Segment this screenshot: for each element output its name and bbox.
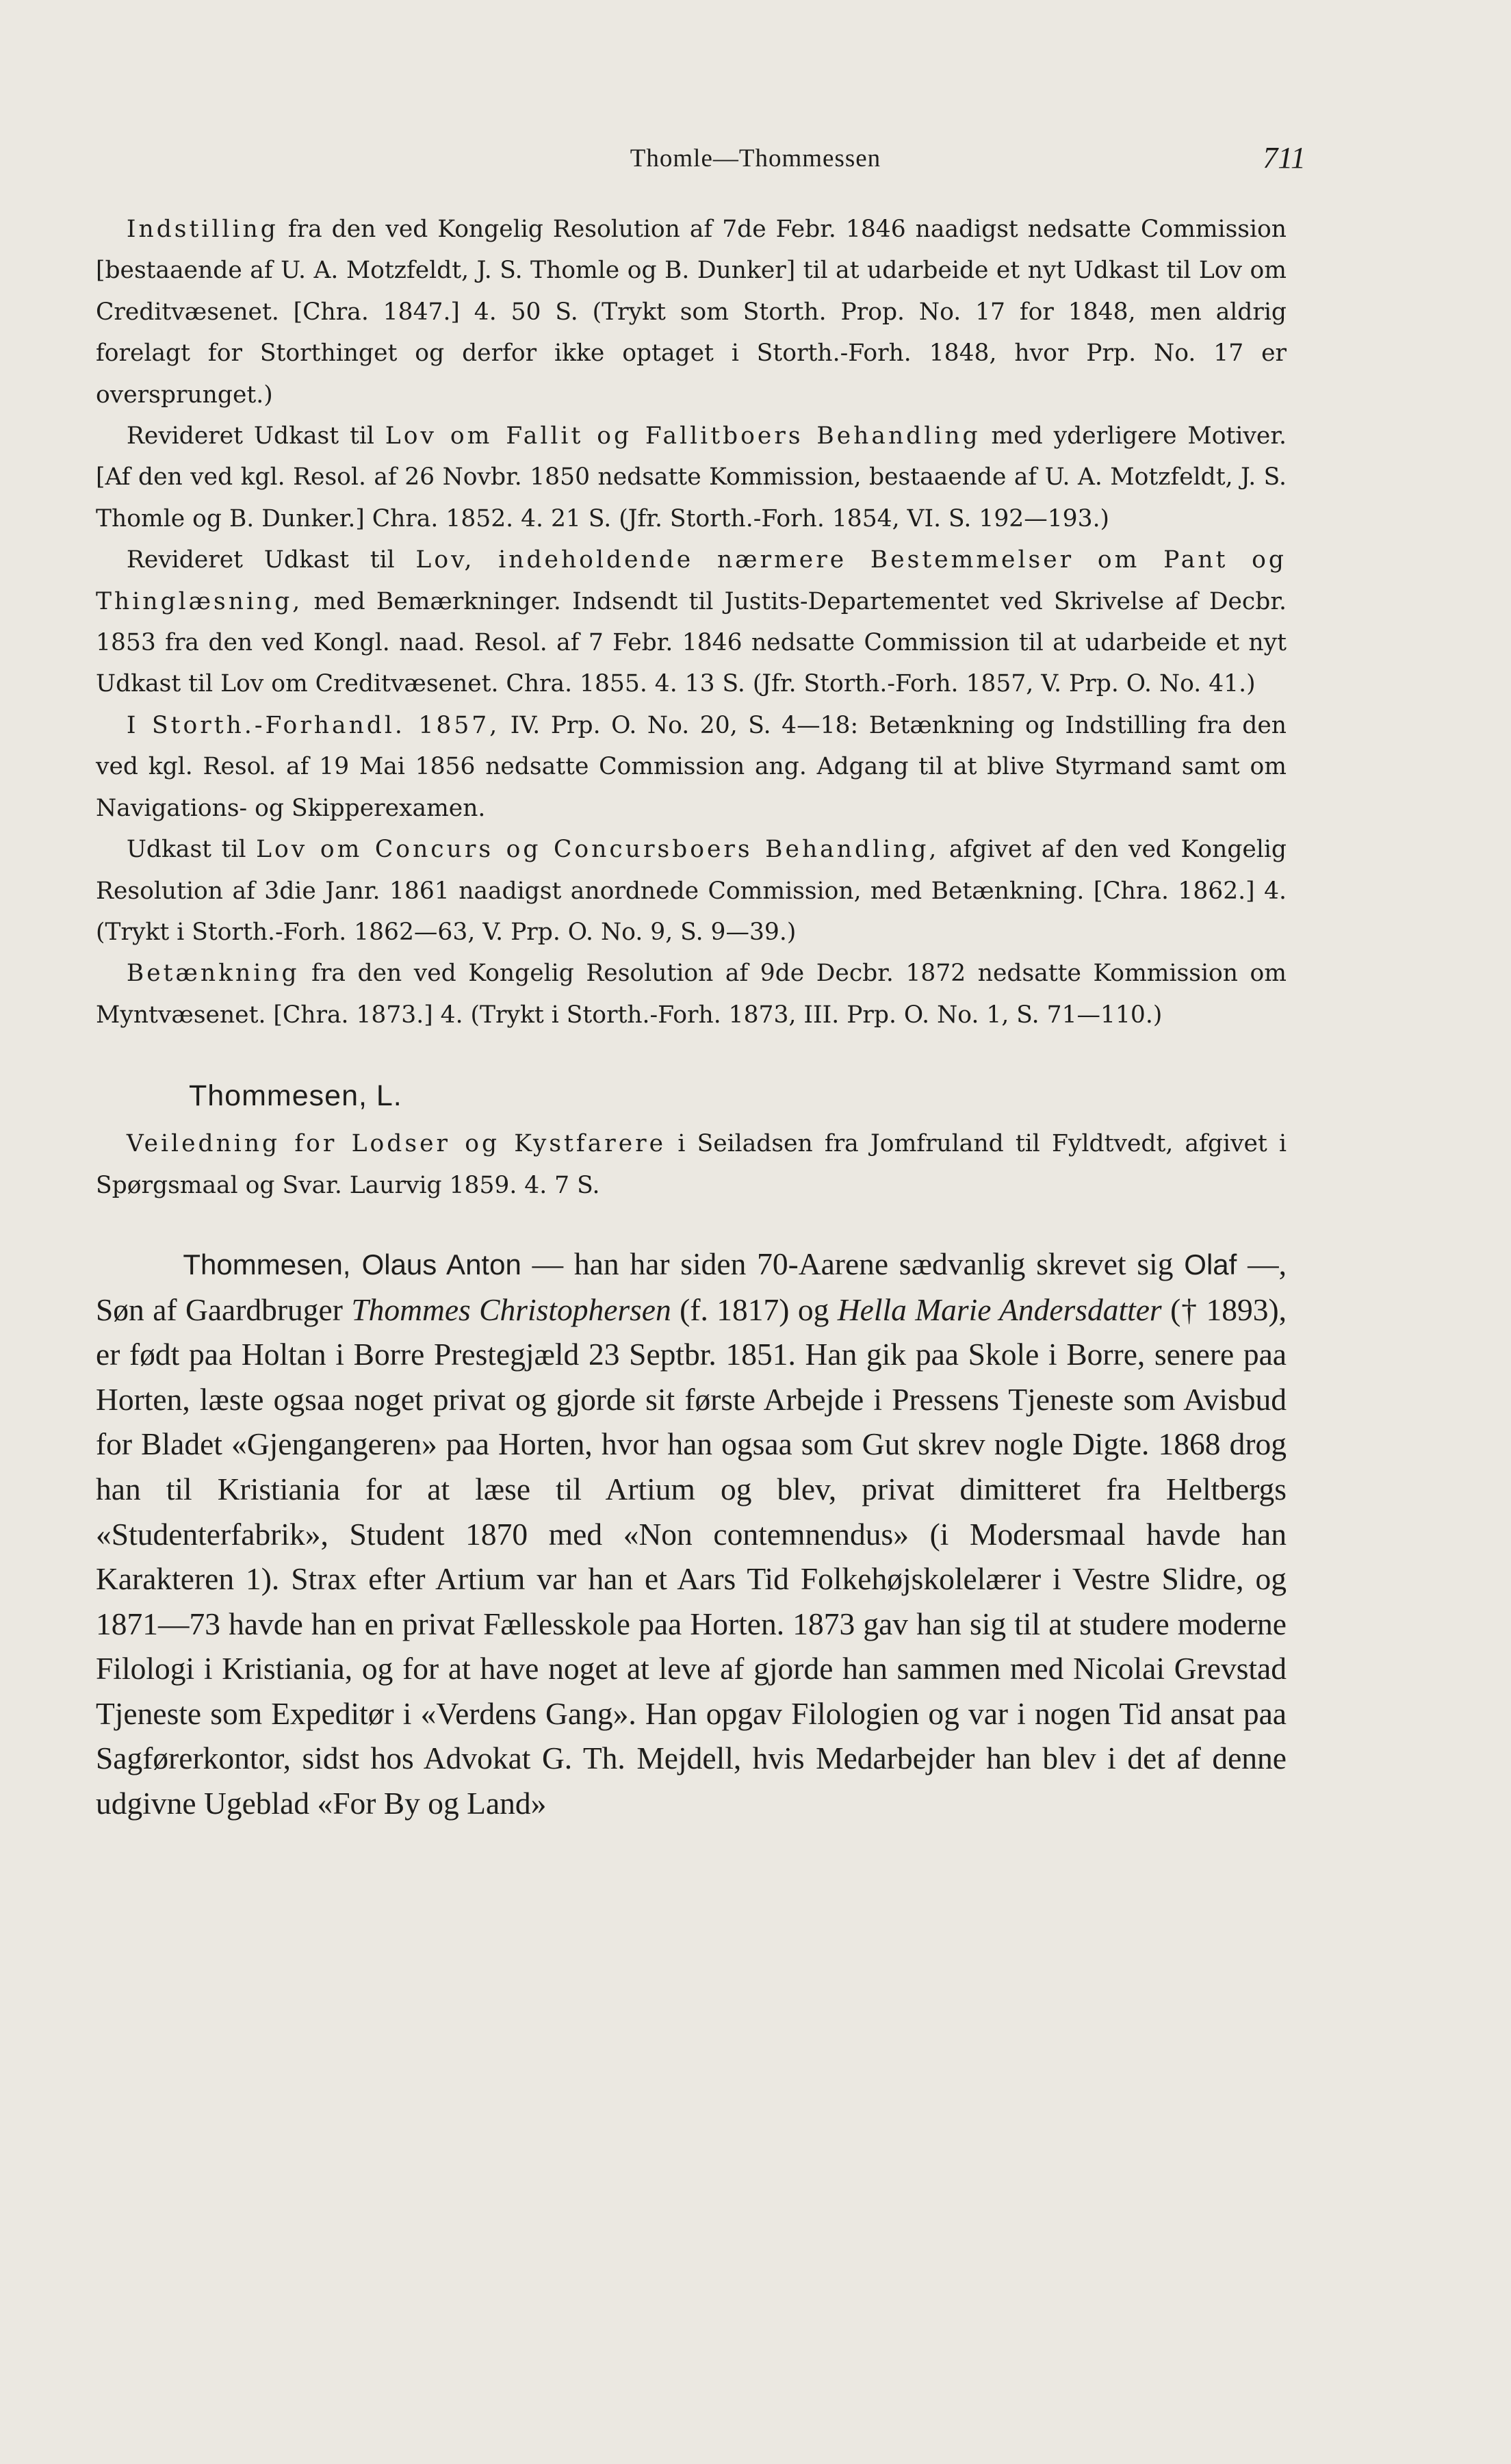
entry-lead: Revideret Udkast til <box>126 546 395 574</box>
alt-name: Olaf <box>1184 1248 1237 1281</box>
entry-text: IV. Prp. O. No. 20, S. 4—18: Betænkning og Indstilling fra den ved kgl. Resol. af 19 Mai 1856 nedsatte Commission ang. Adgang til at blive Styrmand samt om Navigations- og Skipperexamen. <box>96 711 1287 822</box>
bibliography-entry <box>96 1123 1287 1206</box>
entry-keyword: Lov om Fallit og Fallitboers Behandling <box>385 422 981 450</box>
father-name: Thommes Christophersen <box>351 1292 671 1327</box>
mother-name: Hella Marie Andersdatter <box>837 1292 1162 1327</box>
entry-lead: Udkast til <box>126 836 246 864</box>
entry-text: med yderligere Motiver. [Af den ved kgl. Resol. af 26 Novbr. 1850 nedsatte Kommission, bestaaende af U. A. Motzfeldt, J. S. Thomle og B. Dunker.] Chra. 1852. 4. 21 S. (Jfr. Storth.-Forh. 1854, VI. S. 192—193.) <box>96 422 1287 532</box>
entry-text: fra den ved Kongelig Resolution af 9de Decbr. 1872 nedsatte Kommission om Myntvæsenet. [Chra. 1873.] 4. (Trykt i Storth.-Forh. 1873, III. Prp. O. No. 1, S. 71—110.) <box>96 960 1287 1029</box>
page-body <box>96 209 1287 1826</box>
entry-text: med Bemærkninger. Indsendt til Justits-Departementet ved Skrivelse af Decbr. 1853 fra den ved Kongl. naad. Resol. af 7 Febr. 1846 nedsatte Commission til at udarbeide et nyt Udkast til Lov om Creditvæsenet. Chra. 1855. 4. 13 S. (Jfr. Storth.-Forh. 1857, V. Prp. O. No. 41.) <box>96 587 1287 698</box>
entry-lead: Revideret Udkast til <box>126 422 374 450</box>
entry-keyword: Lov om Concurs og Concursboers Behandling, <box>256 836 940 864</box>
entry-keyword: Veiledning for Lodser og Kystfarere <box>126 1130 667 1158</box>
bibliography-entry <box>96 829 1287 953</box>
entry-text: afgivet af den ved Kongelig Resolution af 3die Janr. 1861 naadigst anordnede Commission, med Betænkning. [Chra. 1862.] 4. (Trykt i Storth.-Forh. 1862—63, V. Prp. O. No. 9, S. 9—39.) <box>96 836 1287 946</box>
author-name: Thommesen, Olaus Anton <box>183 1248 521 1281</box>
bibliography-entry <box>96 705 1287 829</box>
entry-text: fra den ved Kongelig Resolution af 7de Febr. 1846 naadigst nedsatte Commission [bestaaende af U. A. Motzfeldt, J. S. Thomle og B. Dunker] til at udarbeide et nyt Udkast til Lov om Creditvæsenet. [Chra. 1847.] 4. 50 S. (Trykt som Storth. Prop. No. 17 for 1848, men aldrig forelagt for Storthinget og derfor ikke optaget i Storth.-Forh. 1848, hvor Prp. No. 17 er oversprunget.) <box>96 216 1287 409</box>
bibliography-entry <box>96 209 1287 415</box>
running-head: Thomle—Thommessen <box>630 144 881 172</box>
bibliography-entry <box>96 953 1287 1036</box>
bibliography-entry <box>96 539 1287 705</box>
bio-text: —, Søn af Gaardbruger <box>96 1246 1287 1327</box>
entry-keyword: Betænkning <box>126 960 300 988</box>
entry-text: i Seiladsen fra Jomfruland til Fyldtvedt, afgivet i Spørgsmaal og Svar. Laurvig 1859. 4. 7 S. <box>96 1130 1287 1199</box>
bio-text: (f. 1817) og <box>671 1292 838 1327</box>
author-heading: Thommesen, L. <box>189 1079 402 1113</box>
bibliography-entry <box>96 415 1287 539</box>
page-number: 711 <box>1263 141 1306 175</box>
entry-keyword: Lov, indeholdende nærmere Bestemmelser om Pant og Thinglæsning, <box>96 546 1287 615</box>
biography-paragraph <box>96 1242 1287 1826</box>
entry-keyword: I Storth.-Forhandl. 1857, <box>126 711 500 739</box>
bio-text: († 1893), er født paa Holtan i Borre Prestegjæld 23 Septbr. 1851. Han gik paa Skole i Borre, senere paa Horten, læste ogsaa noget privat og gjorde sit første Arbejde i Pressens Tjeneste som Avisbud for Bladet «Gjengangeren» paa Horten, hvor han ogsaa som Gut skrev nogle Digte. 1868 drog han til Kristiania for at læse til Artium og blev, privat dimitteret fra Heltbergs «Studenterfabrik», Student 1870 med «Non contemnendus» (i Modersmaal havde han Karakteren 1). Strax efter Artium var han et Aars Tid Folkehøjskolelærer i Vestre Slidre, og 1871—73 havde han en privat Fællesskole paa Horten. 1873 gav han sig til at studere moderne Filologi i Kristiania, og for at have noget at leve af gjorde han sammen med Nicolai Grevstad Tjeneste som Expeditør i «Verdens Gang». Han opgav Filologien og var i nogen Tid ansat paa Sagførerkontor, sidst hos Advokat G. Th. Mejdell, hvis Medarbejder han blev i det af denne udgivne Ugeblad «For By og Land» <box>96 1292 1287 1821</box>
entry-keyword: Indstilling <box>126 216 279 243</box>
bio-text: — han har siden 70-Aarene sædvanlig skrevet sig <box>521 1246 1185 1281</box>
